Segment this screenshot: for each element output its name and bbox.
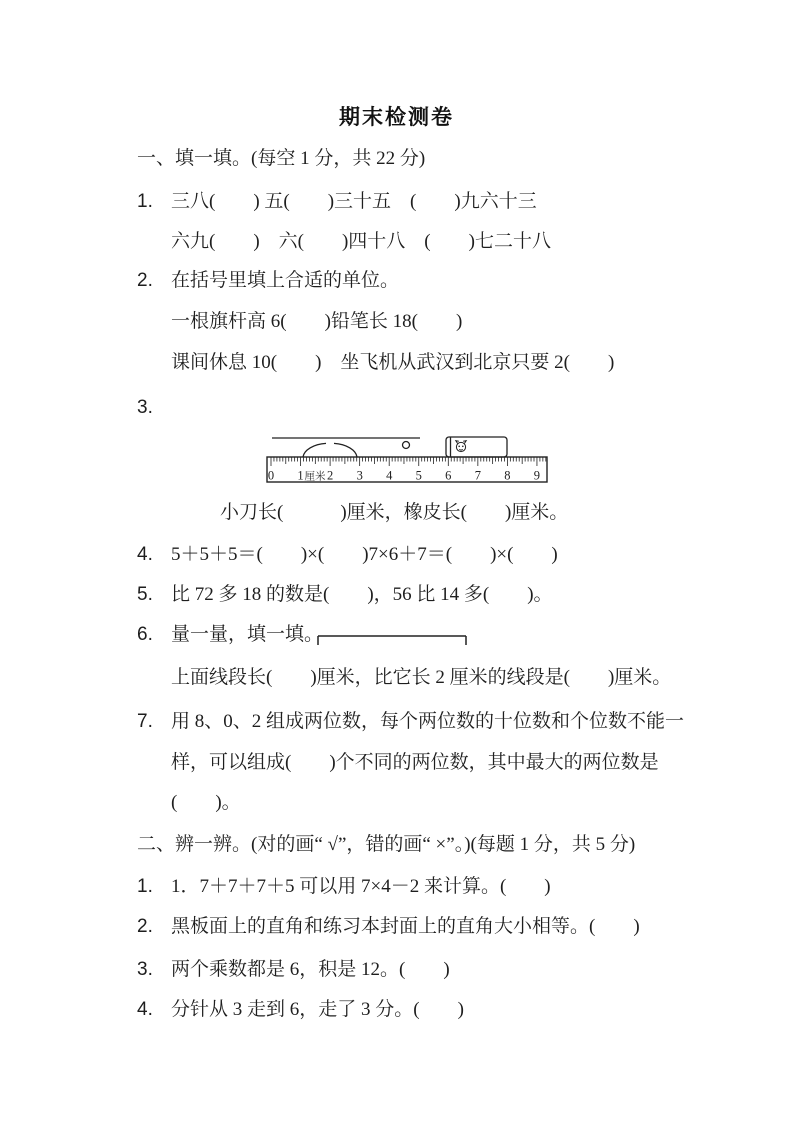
- q3-caption: 小刀长( )厘米，橡皮长( )厘米。: [220, 502, 569, 523]
- s2-q2-number: 2.: [137, 916, 153, 937]
- q7-line2: 样，可以组成( )个不同的两位数，其中最大的两位数是: [171, 752, 659, 773]
- q7-number: 7.: [137, 711, 153, 732]
- eraser-figure: [446, 437, 507, 457]
- q2-line1: [137, 269, 399, 292]
- section2-heading: 二、辨一辨。(对的画“ √”，错的画“ ×”。)(每题 1 分，共 5 分): [137, 834, 636, 855]
- ruler-number: 8: [504, 468, 511, 483]
- q3-number: 3.: [137, 397, 153, 418]
- s2-q1-text: 1．7＋7＋7＋5 可以用 7×4－2 来计算。( ): [171, 876, 551, 897]
- ruler-number: 1: [297, 468, 304, 483]
- q5-text: 比 72 多 18 的数是( )，56 比 14 多( )。: [171, 584, 553, 605]
- q7-line1-text: 用 8、0、2 组成两位数，每个两位数的十位数和个位数不能一: [171, 711, 685, 732]
- q7-line1: [137, 710, 684, 733]
- s2-q3-line: [137, 958, 450, 981]
- q4-line: [137, 543, 558, 566]
- ruler-unit-label: 厘米: [304, 471, 326, 483]
- q2-line1-text: 在括号里填上合适的单位。: [171, 270, 400, 291]
- q4-text: 5＋5＋5＝( )×( )7×6＋7＝( )×( ): [171, 544, 558, 565]
- q6-line1-text: 量一量，填一填。: [171, 624, 324, 645]
- q6-number: 6.: [137, 624, 153, 645]
- q2-line2: 一根旗杆高 6( )铅笔长 18( ): [171, 311, 463, 332]
- ruler-number: 0: [267, 468, 275, 483]
- q1-line1-text: 三八( ) 五( )三十五 ( )九六十三: [171, 191, 537, 212]
- section1-heading: 一、填一填。(每空 1 分，共 22 分): [137, 148, 426, 169]
- ruler-number: 6: [445, 468, 452, 483]
- s2-q2-text: 黑板面上的直角和练习本封面上的直角大小相等。( ): [171, 916, 640, 937]
- q4-number: 4.: [137, 544, 153, 565]
- ruler-figure: [258, 430, 550, 488]
- exam-title: 期末检测卷: [339, 106, 454, 129]
- q3-line1: [137, 396, 171, 419]
- q6-line2: 上面线段长( )厘米，比它长 2 厘米的线段是( )厘米。: [171, 667, 672, 688]
- q1-line2: 六九( ) 六( )四十八 ( )七二十八: [171, 231, 551, 252]
- ruler-number: 5: [415, 468, 422, 483]
- s2-q1-line: [137, 875, 551, 898]
- q6-line1: [137, 623, 323, 646]
- s2-q4-number: 4.: [137, 999, 153, 1020]
- q1-number: 1.: [137, 191, 153, 212]
- s2-q2-line: [137, 915, 640, 938]
- q1-line1: [137, 190, 537, 213]
- q5-number: 5.: [137, 584, 153, 605]
- ruler-number: 2: [326, 468, 334, 483]
- s2-q4-line: [137, 998, 464, 1021]
- s2-q3-number: 3.: [137, 959, 153, 980]
- q2-line3: 课间休息 10( ) 坐飞机从武汉到北京只要 2( ): [171, 352, 615, 373]
- ruler-ticks: [271, 457, 546, 466]
- ruler-number: 9: [533, 468, 541, 483]
- knife-hole-icon: [403, 442, 410, 449]
- q5-line: [137, 583, 553, 606]
- knife-figure: [272, 438, 420, 457]
- q7-line3: ( )。: [171, 792, 241, 813]
- s2-q4-text: 分针从 3 走到 6，走了 3 分。( ): [171, 999, 464, 1020]
- s2-q1-number: 1.: [137, 876, 153, 897]
- ruler-number: 4: [386, 468, 393, 483]
- q6-line-segment: [316, 633, 470, 649]
- ruler-number: 3: [356, 468, 363, 483]
- s2-q3-text: 两个乘数都是 6，积是 12。( ): [171, 959, 450, 980]
- q2-number: 2.: [137, 270, 153, 291]
- cat-face-icon: [456, 441, 466, 452]
- ruler-number: 7: [474, 468, 482, 483]
